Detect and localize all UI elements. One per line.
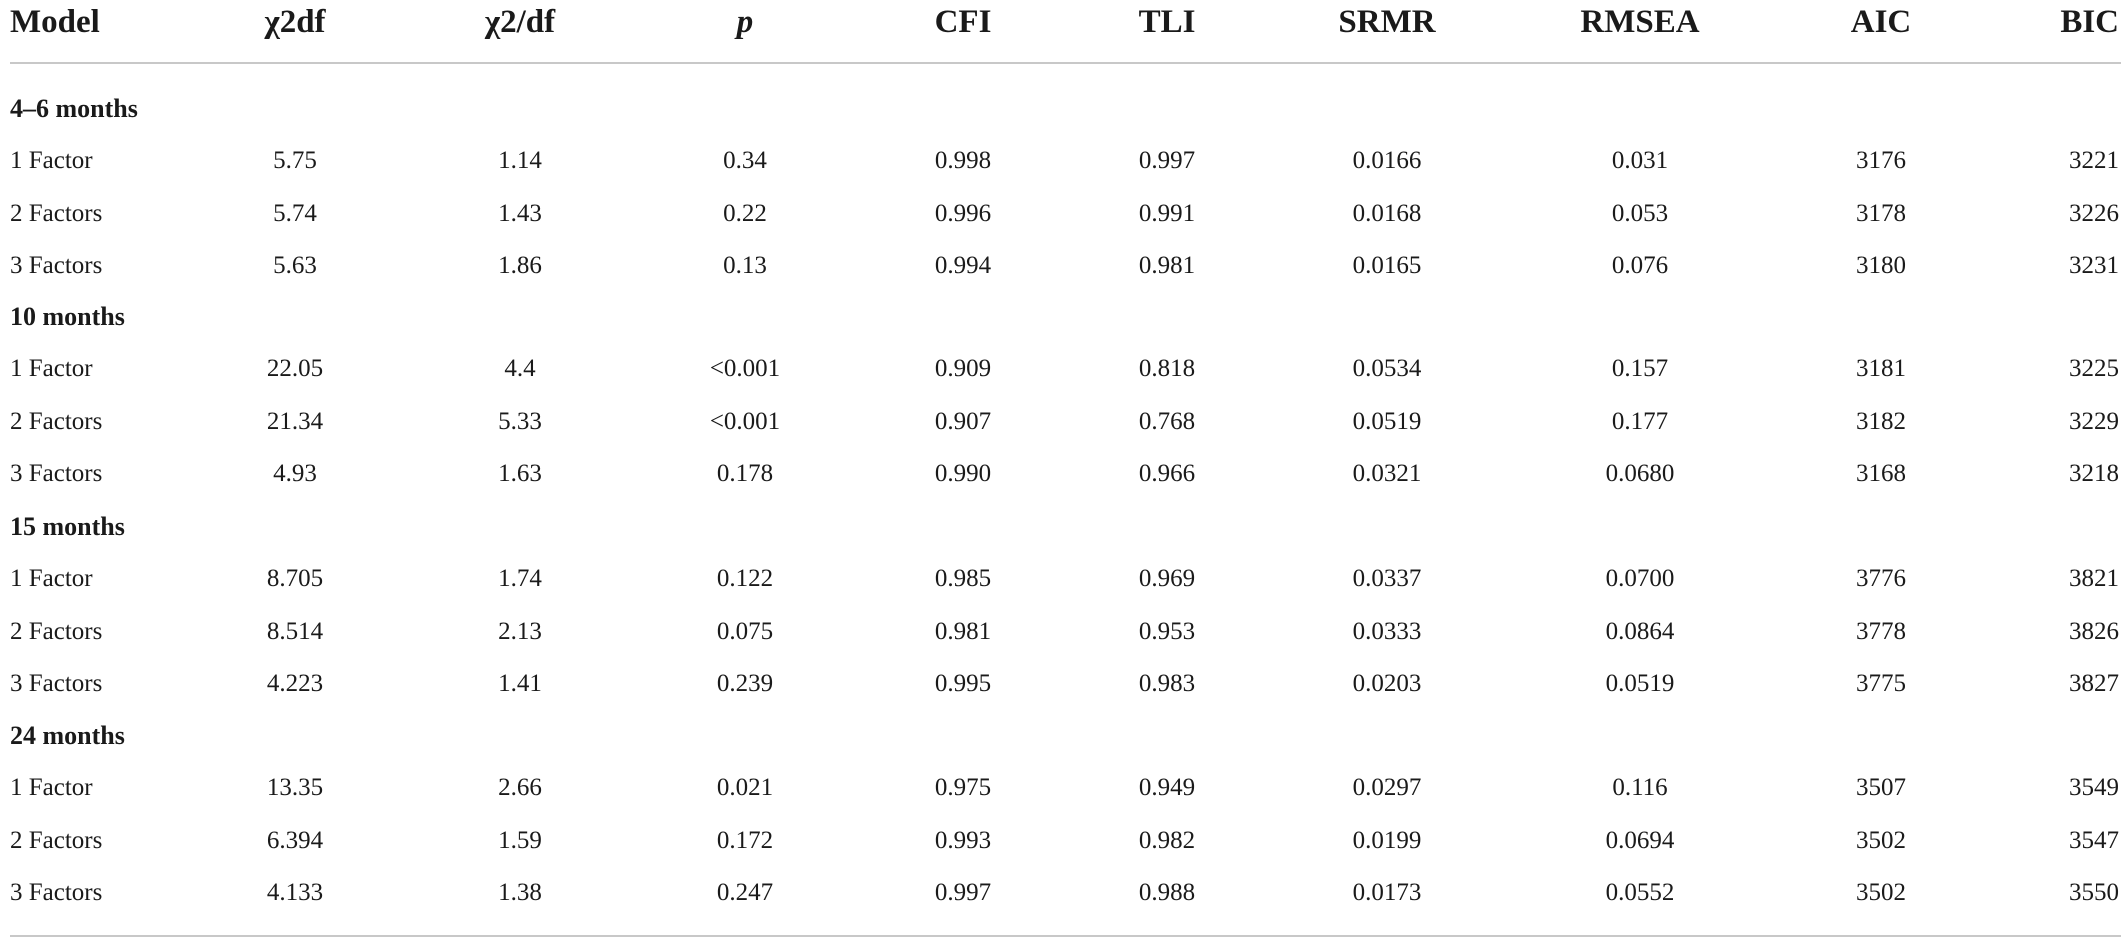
- table-cell: 0.172: [716, 826, 774, 854]
- table-cell: 8.514: [266, 617, 324, 645]
- group-label: 10 months: [10, 302, 125, 331]
- table-cell: 0.021: [716, 774, 774, 802]
- table-cell: 21.34: [266, 407, 324, 435]
- header-model: Model: [10, 4, 100, 40]
- table-cell: 0.996: [934, 199, 992, 227]
- table-cell: 4.4: [504, 355, 536, 383]
- table-row: [0, 666, 2121, 702]
- table-cell: 0.22: [723, 199, 767, 227]
- table-cell: 0.0321: [1352, 459, 1422, 487]
- table-cell: 0.966: [1138, 459, 1196, 487]
- table-cell: 0.34: [723, 147, 767, 175]
- table-cell: 1.38: [498, 878, 542, 906]
- table-cell: 4.93: [273, 459, 317, 487]
- table-cell: 3231: [2069, 251, 2119, 279]
- table-cell: 2.13: [498, 617, 542, 645]
- table-cell: 1.41: [498, 669, 542, 697]
- table-header: [0, 0, 2121, 46]
- table-cell: 0.909: [934, 355, 992, 383]
- table-row: [0, 770, 2121, 806]
- table-cell: 3507: [1856, 774, 1906, 802]
- table-cell: 4.223: [266, 669, 324, 697]
- header-cfi: CFI: [934, 4, 992, 40]
- table-cell: 0.0168: [1352, 199, 1422, 227]
- table-cell: 3221: [2069, 147, 2119, 175]
- table-cell: 3827: [2069, 669, 2119, 697]
- table-cell: <0.001: [709, 407, 781, 435]
- table-cell: 0.0519: [1605, 669, 1675, 697]
- table-cell: 0.053: [1611, 199, 1669, 227]
- table-cell: 0.0333: [1352, 617, 1422, 645]
- table-cell: 0.969: [1138, 565, 1196, 593]
- table-cell: 3218: [2069, 459, 2119, 487]
- table-cell: 0.995: [934, 669, 992, 697]
- table-row: [0, 196, 2121, 232]
- table-cell: 0.0297: [1352, 774, 1422, 802]
- table-cell: 0.177: [1611, 407, 1669, 435]
- table-cell: 3502: [1856, 878, 1906, 906]
- table-cell: 0.0694: [1605, 826, 1675, 854]
- table-cell: 3549: [2069, 774, 2119, 802]
- table-cell: 1.43: [498, 199, 542, 227]
- table-row: [0, 404, 2121, 440]
- header-tli: TLI: [1138, 4, 1196, 40]
- table-cell: 3176: [1856, 147, 1906, 175]
- table-row: [0, 248, 2121, 284]
- table-cell: 5.33: [498, 407, 542, 435]
- table-cell: 0.953: [1138, 617, 1196, 645]
- table-cell: 3168: [1856, 459, 1906, 487]
- model-cell: 3 Factors: [10, 459, 103, 487]
- header-aic: AIC: [1850, 4, 1912, 40]
- table-cell: 3550: [2069, 878, 2119, 906]
- header-rule: [10, 62, 2121, 64]
- table-cell: 0.157: [1611, 355, 1669, 383]
- table-cell: 0.13: [723, 251, 767, 279]
- table-cell: 22.05: [266, 355, 324, 383]
- bottom-rule: [10, 935, 2121, 937]
- table-cell: 0.0337: [1352, 565, 1422, 593]
- table-cell: 0.949: [1138, 774, 1196, 802]
- table-cell: 3821: [2069, 565, 2119, 593]
- header-bic: BIC: [2060, 4, 2119, 40]
- model-cell: 2 Factors: [10, 826, 103, 854]
- table-cell: 0.116: [1612, 774, 1668, 802]
- table-cell: 2.66: [498, 774, 542, 802]
- table-cell: 0.0165: [1352, 251, 1422, 279]
- table-cell: 1.59: [498, 826, 542, 854]
- table-cell: 1.14: [498, 147, 542, 175]
- header-chi2df: χ2df: [264, 4, 326, 40]
- table-cell: 3178: [1856, 199, 1906, 227]
- group-label: 4–6 months: [10, 94, 138, 123]
- table-cell: 6.394: [266, 826, 324, 854]
- table-cell: 3229: [2069, 407, 2119, 435]
- table-cell: 0.997: [1138, 147, 1196, 175]
- table-cell: 3502: [1856, 826, 1906, 854]
- table-cell: 5.63: [273, 251, 317, 279]
- table-cell: 3182: [1856, 407, 1906, 435]
- table-cell: 3226: [2069, 199, 2119, 227]
- table-cell: 0.239: [716, 669, 774, 697]
- table-cell: 0.0203: [1352, 669, 1422, 697]
- group-label: 15 months: [10, 512, 125, 541]
- table-cell: 3225: [2069, 355, 2119, 383]
- table-cell: 0.981: [934, 617, 992, 645]
- model-cell: 3 Factors: [10, 251, 103, 279]
- model-cell: 3 Factors: [10, 878, 103, 906]
- table-cell: 0.991: [1138, 199, 1196, 227]
- table-cell: 0.031: [1611, 147, 1669, 175]
- table-cell: 0.768: [1138, 407, 1196, 435]
- table-cell: 3778: [1856, 617, 1906, 645]
- table-cell: 3181: [1856, 355, 1906, 383]
- table-cell: 3547: [2069, 826, 2119, 854]
- model-cell: 1 Factor: [10, 355, 93, 383]
- table-cell: 0.076: [1611, 251, 1669, 279]
- table-cell: 5.75: [273, 147, 317, 175]
- table-cell: 0.975: [934, 774, 992, 802]
- header-srmr: SRMR: [1338, 4, 1436, 40]
- table-row: [0, 875, 2121, 911]
- model-cell: 2 Factors: [10, 407, 103, 435]
- table-cell: 0.988: [1138, 878, 1196, 906]
- model-cell: 1 Factor: [10, 774, 93, 802]
- model-cell: 1 Factor: [10, 565, 93, 593]
- table-cell: 0.247: [716, 878, 774, 906]
- table-cell: 0.0680: [1605, 459, 1675, 487]
- table-row: [0, 456, 2121, 492]
- model-cell: 2 Factors: [10, 199, 103, 227]
- table-cell: 1.63: [498, 459, 542, 487]
- table-cell: 0.981: [1138, 251, 1196, 279]
- table-cell: 0.0552: [1605, 878, 1675, 906]
- table-cell: 0.0519: [1352, 407, 1422, 435]
- table-cell: 0.0864: [1605, 617, 1675, 645]
- table-row: [0, 351, 2121, 387]
- model-cell: 3 Factors: [10, 669, 103, 697]
- header-rmsea: RMSEA: [1580, 4, 1700, 40]
- table-cell: 0.990: [934, 459, 992, 487]
- table-cell: 4.133: [266, 878, 324, 906]
- table-cell: 0.983: [1138, 669, 1196, 697]
- table-row: [0, 614, 2121, 650]
- table-row: [0, 823, 2121, 859]
- table-row: [0, 561, 2121, 597]
- table-cell: 3776: [1856, 565, 1906, 593]
- table-cell: 0.0199: [1352, 826, 1422, 854]
- table-cell: 0.998: [934, 147, 992, 175]
- table-cell: 0.0173: [1352, 878, 1422, 906]
- table-cell: 0.0166: [1352, 147, 1422, 175]
- table-cell: 0.818: [1138, 355, 1196, 383]
- table-cell: 0.907: [934, 407, 992, 435]
- header-chi2-per-df: χ2/df: [484, 4, 556, 40]
- table-cell: 0.993: [934, 826, 992, 854]
- table-cell: 0.997: [934, 878, 992, 906]
- table-cell: 0.0700: [1605, 565, 1675, 593]
- group-label: 24 months: [10, 721, 125, 750]
- table-cell: 8.705: [266, 565, 324, 593]
- table-cell: 0.985: [934, 565, 992, 593]
- table-cell: 0.0534: [1352, 355, 1422, 383]
- table-cell: 3180: [1856, 251, 1906, 279]
- table-row: [0, 143, 2121, 179]
- table-cell: 0.178: [716, 459, 774, 487]
- table-cell: 0.075: [716, 617, 774, 645]
- table-cell: 5.74: [273, 199, 317, 227]
- table-cell: 3775: [1856, 669, 1906, 697]
- header-p: p: [736, 4, 754, 40]
- model-cell: 1 Factor: [10, 147, 93, 175]
- table-cell: 3826: [2069, 617, 2119, 645]
- table-cell: 13.35: [266, 774, 324, 802]
- table-cell: 1.86: [498, 251, 542, 279]
- table-cell: 0.122: [716, 565, 774, 593]
- table-cell: 1.74: [498, 565, 542, 593]
- table-cell: 0.994: [934, 251, 992, 279]
- model-cell: 2 Factors: [10, 617, 103, 645]
- table-cell: 0.982: [1138, 826, 1196, 854]
- table-cell: <0.001: [709, 355, 781, 383]
